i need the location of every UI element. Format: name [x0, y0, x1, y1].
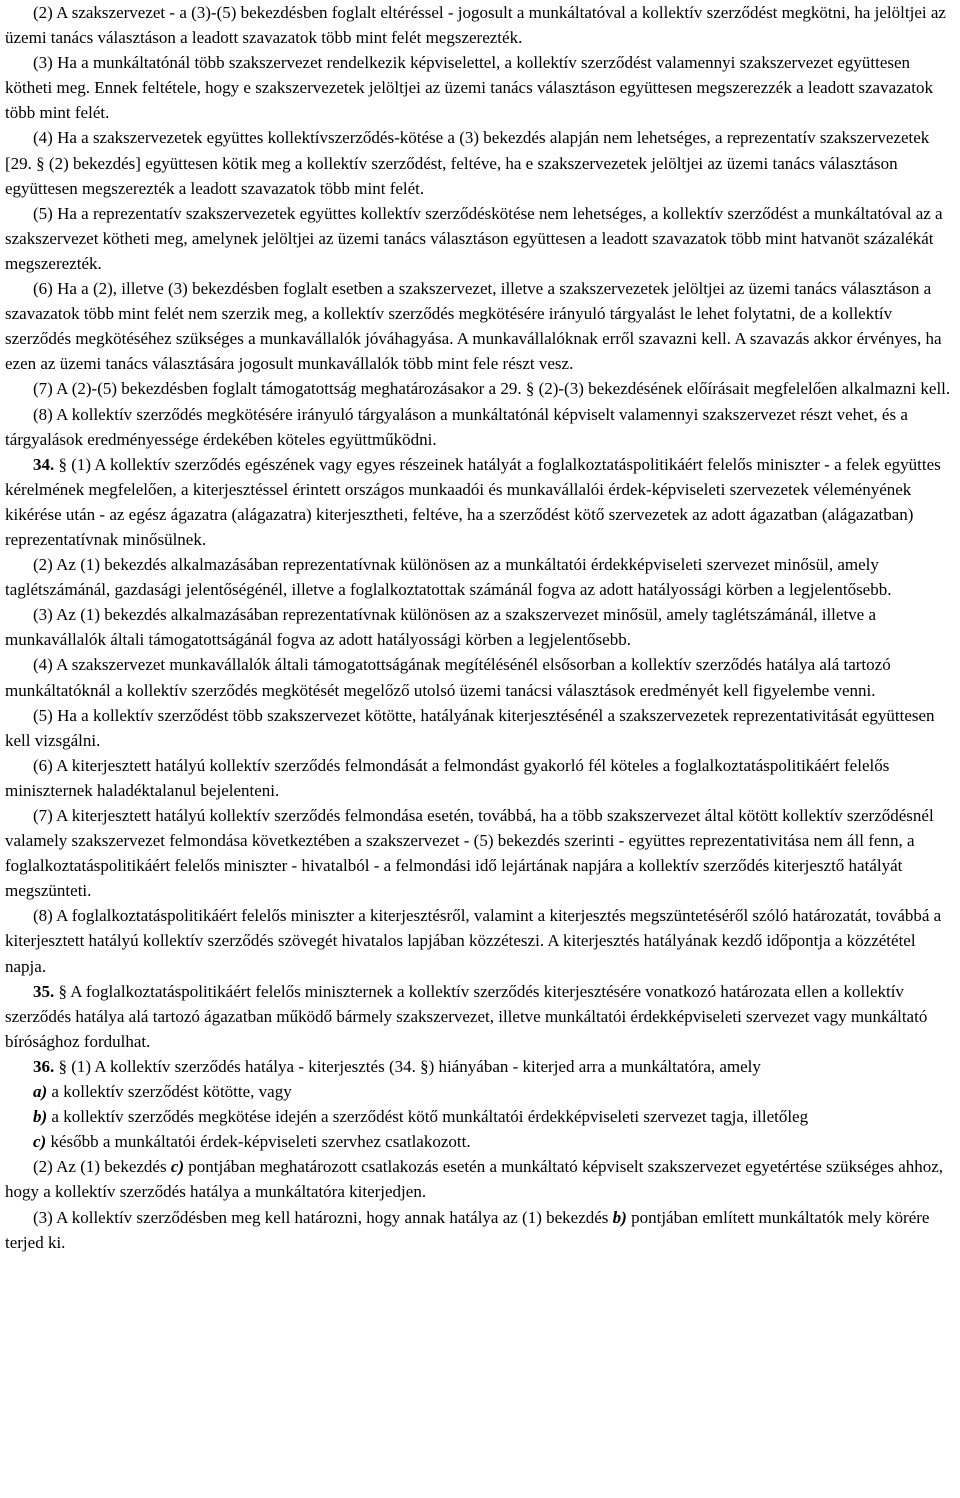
- paragraph-rest: pontjában meghatározott csatlakozás esetén a munkáltató képviselt szakszervezet egyetértése szükséges ahhoz, hogy a kollektív szerződés hatálya a munkáltatóra kiterjedjen.: [5, 1157, 944, 1202]
- section-36: [5, 1054, 953, 1079]
- section-number: 36.: [33, 1056, 55, 1076]
- paragraph: [5, 1205, 953, 1255]
- paragraph: (2) Az (1) bekezdés alkalmazásában reprezentatívnak különösen az a munkáltatói érdekképviseleti szervezet minősül, amely taglétszámánál, gazdasági jelentőségénél, illetve a foglalkoztatottak számánál fogva az adott hatályossági körben a legjelentősebb.: [5, 555, 892, 600]
- paragraph-lead: (2) Az (1) bekezdés: [33, 1157, 171, 1177]
- paragraph: (3) Az (1) bekezdés alkalmazásában reprezentatívnak különösen az a szakszervezet minősül, amely taglétszámánál, illetve a munkavállalók általi támogatottságánál fogva az adott hatályossági körben a legjelentősebb.: [5, 605, 877, 650]
- paragraph: [5, 1154, 953, 1204]
- list-marker: b): [33, 1107, 48, 1127]
- paragraph: (5) Ha a kollektív szerződést több szakszervezet kötötte, hatályának kiterjesztésénél a szakszervezetek reprezentativitását együttesen kell vizsgálni.: [5, 705, 935, 750]
- paragraph: (7) A (2)-(5) bekezdésben foglalt támogatottság meghatározásakor a 29. § (2)-(3) bekezdésének előírásait megfelelően alkalmazni kell.: [33, 379, 951, 399]
- paragraph: (4) A szakszervezet munkavállalók általi támogatottságának megítélésénél elsősorban a kollektív szerződés hatálya alá tartozó munkáltatóknál a kollektív szerződés megkötését megelőző utolsó üzemi tanácsi választások eredményét kell figyelembe venni.: [5, 655, 891, 700]
- list-marker: c): [33, 1132, 47, 1152]
- section-35: [5, 979, 953, 1054]
- paragraph: (7) A kiterjesztett hatályú kollektív szerződés felmondása esetén, továbbá, ha a több szakszervezet által kötött kollektív szerződésnél valamely szakszervezet felmondása következtében a szakszervezet - (5) bekezdés szerinti - együttes reprezentativitása nem áll fenn, a foglalkoztatáspolitikáért felelős miniszter - hivatalból - a felmondási idő lejártának napjára a kollektív szerződés kiterjesztő hatályát megszünteti.: [5, 806, 934, 901]
- paragraph: (6) A kiterjesztett hatályú kollektív szerződés felmondását a felmondást gyakorló fél köteles a foglalkoztatáspolitikáért felelős miniszternek haladéktalanul bejelenteni.: [5, 755, 890, 800]
- paragraph-rest: pontjában említett munkáltatók mely körére terjed ki.: [5, 1207, 930, 1252]
- list-item-text: a kollektív szerződés megkötése idején a szerződést kötő munkáltatói érdekképviseleti szervezet tagja, illetőleg: [47, 1107, 809, 1127]
- list-item: [5, 1079, 953, 1104]
- section-number: 35.: [33, 981, 55, 1001]
- list-item-text: később a munkáltatói érdek-képviseleti szervhez csatlakozott.: [46, 1132, 471, 1152]
- list-item: [5, 1104, 953, 1129]
- section-34: [5, 452, 953, 552]
- paragraph: (8) A foglalkoztatáspolitikáért felelős miniszter a kiterjesztésről, valamint a kiterjesztés megszüntetéséről szóló határozatát, továbbá a kiterjesztett hatályú kollektív szerződés szövegét hivatalos lapjában közzéteszi. A kiterjesztés hatályának kezdő időpontja a közzététel napja.: [5, 906, 942, 976]
- paragraph: (3) Ha a munkáltatónál több szakszervezet rendelkezik képviselettel, a kollektív szerződést valamennyi szakszervezet együttesen kötheti meg. Ennek feltétele, hogy e szakszervezetek jelöltjei az üzemi tanács választáson együttesen megszerezzék a leadott szavazatok több mint felét.: [5, 53, 933, 123]
- paragraph: (5) Ha a reprezentatív szakszervezetek együttes kollektív szerződéskötése nem lehetséges, a kollektív szerződést a munkáltatóval az a szakszervezet kötheti meg, amelynek jelöltjei az üzemi tanács választáson együttesen a leadott szavazatok több mint hatvanöt százalékát megszerezték.: [5, 203, 943, 273]
- paragraph: (6) Ha a (2), illetve (3) bekezdésben foglalt esetben a szakszervezet, illetve a szakszervezetek jelöltjei az üzemi tanács választáson a szavazatok több mint felét nem szerzik meg, a kollektív szerződés megkötésére irányuló tárgyalást le lehet folytatni, de a kollektív szerződés megkötéséhez szükséges a munkavállalók jóváhagyása. A munkavállalóknak erről szavazni kell. A szavazás akkor érvényes, ha ezen az üzemi tanács választására jogosult munkavállalók több mint fele részt vesz.: [5, 279, 942, 374]
- section-text: § (1) A kollektív szerződés hatálya - kiterjesztés (34. §) hiányában - kiterjed arra a munkáltatóra, amely: [54, 1056, 761, 1076]
- paragraph: (8) A kollektív szerződés megkötésére irányuló tárgyaláson a munkáltatónál képviselt valamennyi szakszervezet részt vehet, és a tárgyalások eredményessége érdekében köteles együttműködni.: [5, 404, 908, 449]
- section-text: § A foglalkoztatáspolitikáért felelős miniszternek a kollektív szerződés kiterjesztésére vonatkozó határozata ellen a kollektív szerződés hatálya alá tartozó ágazatban működő bármely szakszervezet, illetve munkáltatói érdekképviseleti szervezet vagy munkáltató bírósághoz fordulhat.: [5, 981, 928, 1051]
- list-marker: a): [33, 1082, 48, 1102]
- paragraph: (4) Ha a szakszervezetek együttes kollektívszerződés-kötése a (3) bekezdés alapján nem lehetséges, a reprezentatív szakszervezetek [29. § (2) bekezdés] együttesen kötik meg a kollektív szerződést, feltéve, ha e szakszervezetek jelöltjei az üzemi tanács választáson együttesen megszerezték a leadott szavazatok több mint felét.: [5, 128, 930, 198]
- list-item-text: a kollektív szerződést kötötte, vagy: [47, 1082, 292, 1102]
- point-ref: c): [170, 1157, 185, 1177]
- section-number: 34.: [33, 454, 55, 474]
- list-item: [5, 1129, 953, 1154]
- section-text: § (1) A kollektív szerződés egészének vagy egyes részeinek hatályát a foglalkoztatáspolitikáért felelős miniszter - a felek együttes kérelmének megfelelően, a kiterjesztéssel érintett országos munkaadói és munkavállalói érdek-képviseleti szervezetek véleményének kikérése után - az egész ágazatra (alágazatra) kiterjesztheti, feltéve, ha a szerződést kötő szervezetek az adott ágazatban (alágazatban) reprezentatívnak minősülnek.: [5, 454, 941, 549]
- paragraph: (2) A szakszervezet - a (3)-(5) bekezdésben foglalt eltéréssel - jogosult a munkáltatóval a kollektív szerződést megkötni, ha jelöltjei az üzemi tanács választáson a leadott szavazatok több mint felét megszerezték.: [5, 3, 946, 48]
- point-ref: b): [612, 1207, 627, 1227]
- paragraph-lead: (3) A kollektív szerződésben meg kell határozni, hogy annak hatálya az (1) bekezdés: [33, 1207, 613, 1227]
- document-body: [5, 0, 953, 1255]
